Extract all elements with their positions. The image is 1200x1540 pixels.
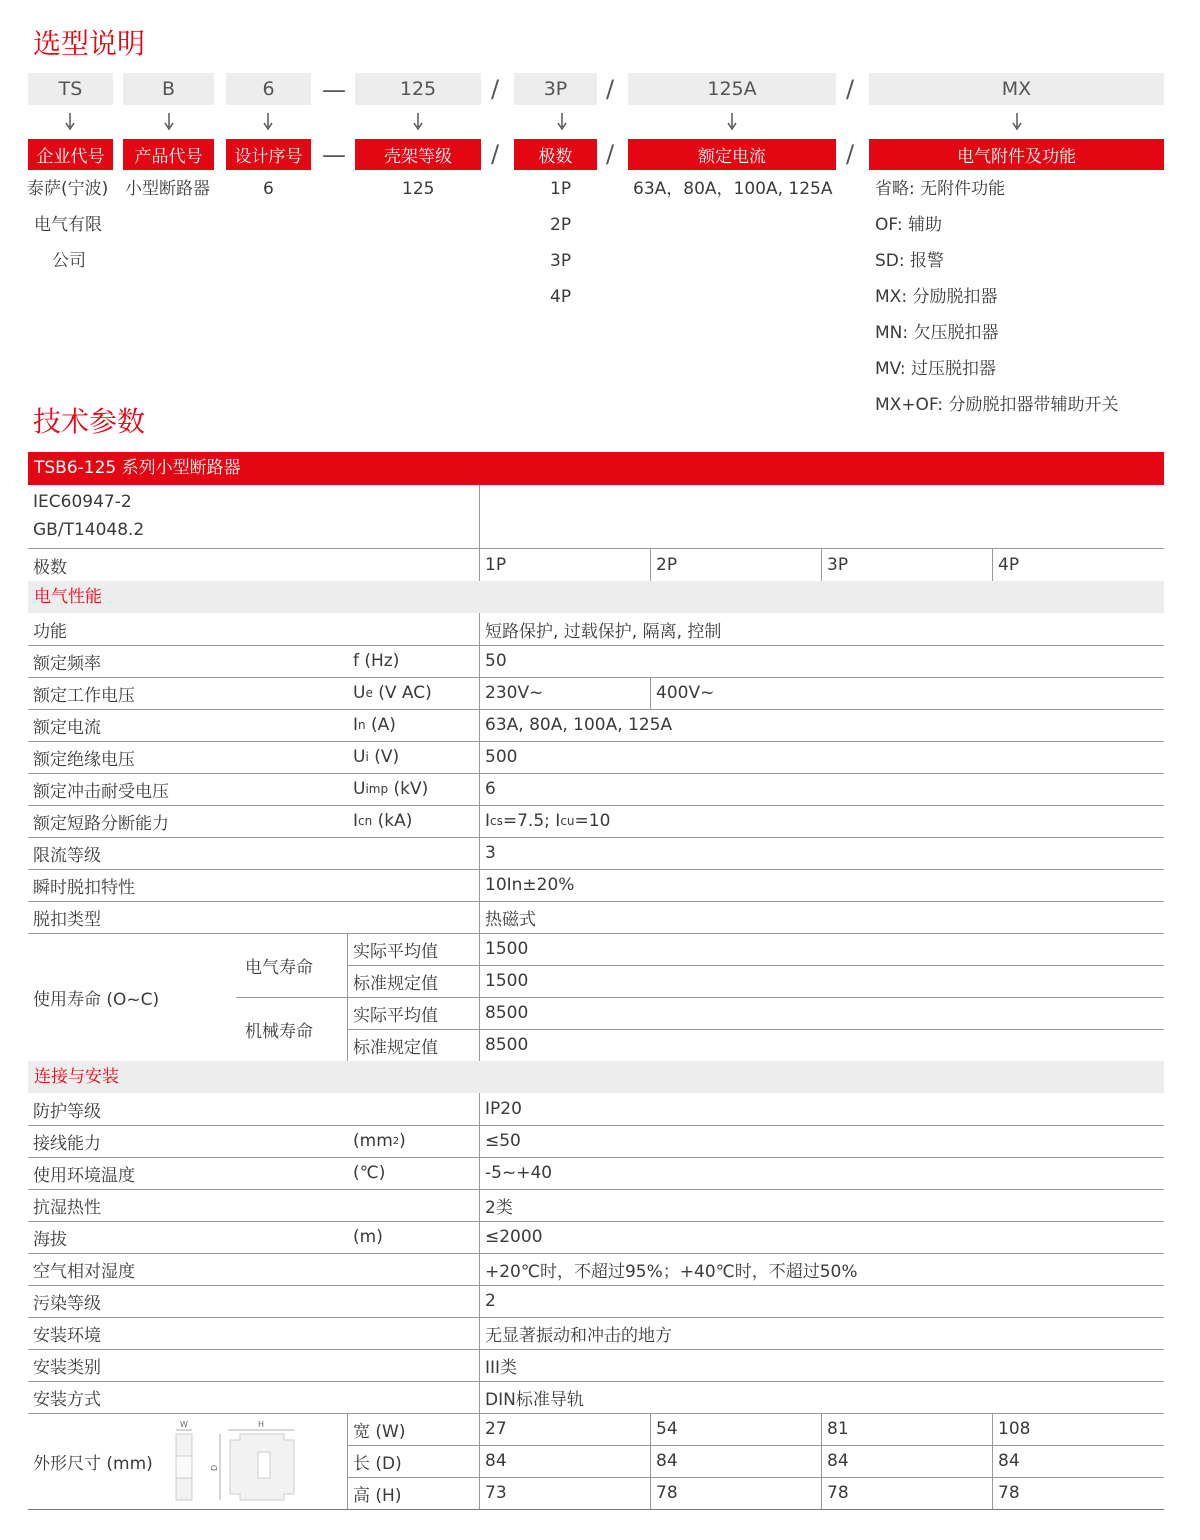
accessory-option: OF: 辅助: [875, 215, 942, 235]
row-value: 50: [485, 651, 507, 671]
down-arrow-icon: [412, 111, 424, 131]
code-3p: 3P: [514, 73, 597, 105]
row-label: 功能: [33, 621, 67, 642]
svg-text:H: H: [258, 1420, 265, 1429]
row-value: I cs =7.5; I cu =10: [485, 811, 611, 831]
section-electrical: 电气性能: [28, 581, 1164, 613]
dim-value: 78: [827, 1483, 849, 1503]
row-label: 外形尺寸 (mm): [33, 1453, 153, 1474]
row-label: 额定电流: [33, 717, 101, 738]
row-label: 海拔: [33, 1229, 67, 1250]
row-label: 安装类别: [33, 1357, 101, 1378]
row-value: -5~+40: [485, 1163, 553, 1183]
accessory-option: MX+OF: 分励脱扣器带辅助开关: [875, 395, 1119, 415]
dim-value: 84: [485, 1451, 507, 1471]
row-label: 安装环境: [33, 1325, 101, 1346]
label-design-no: 设计序号: [226, 139, 311, 170]
row-value: III类: [485, 1357, 518, 1378]
row-label: 接线能力: [33, 1133, 101, 1154]
down-arrow-icon: [163, 111, 175, 131]
row-unit: (m): [353, 1227, 383, 1247]
row-unit: U imp (kV): [353, 779, 429, 799]
row-value: DIN标准导轨: [485, 1389, 584, 1410]
dim-width-label: 宽 (W): [353, 1421, 406, 1442]
label-poles: 极数: [514, 139, 597, 170]
accessory-option: SD: 报警: [875, 251, 945, 271]
row-label: 额定工作电压: [33, 685, 135, 706]
label-rated-current: 额定电流: [628, 139, 836, 170]
separator-dash: —: [322, 76, 346, 104]
life-actual: 实际平均值: [353, 1005, 438, 1026]
row-label: 额定冲击耐受电压: [33, 781, 169, 802]
row-label: 极数: [33, 557, 67, 578]
dim-value: 84: [827, 1451, 849, 1471]
pole-col: 1P: [485, 555, 507, 575]
row-label: 防护等级: [33, 1101, 101, 1122]
dim-value: 27: [485, 1419, 507, 1439]
row-value: ≤50: [485, 1131, 521, 1151]
row-value: 400V~: [656, 683, 715, 703]
life-standard: 标准规定值: [353, 1037, 438, 1058]
separator-slash: /: [606, 75, 615, 103]
pole-option: 2P: [550, 215, 572, 235]
standard-gb: GB/T14048.2: [33, 520, 145, 540]
row-label: 限流等级: [33, 845, 101, 866]
code-6: 6: [226, 73, 311, 105]
company-name-line: 电气有限: [34, 215, 102, 235]
row-unit: I cn (kA): [353, 811, 413, 831]
accessory-option: 省略: 无附件功能: [875, 179, 1006, 199]
row-label: 空气相对湿度: [33, 1261, 135, 1282]
svg-text:W: W: [180, 1420, 188, 1429]
row-label: 使用环境温度: [33, 1165, 135, 1186]
standard-iec: IEC60947-2: [33, 492, 132, 512]
row-label: 安装方式: [33, 1389, 101, 1410]
code-125: 125: [355, 73, 481, 105]
row-value: 230V~: [485, 683, 544, 703]
row-value: 2类: [485, 1197, 513, 1218]
down-arrow-icon: [1011, 111, 1023, 131]
row-value: 1500: [485, 939, 529, 959]
dim-value: 54: [656, 1419, 678, 1439]
dim-value: 81: [827, 1419, 849, 1439]
company-name-line: 泰萨(宁波): [27, 179, 109, 199]
current-options: 63A，80A，100A, 125A: [633, 179, 833, 199]
dim-value: 108: [998, 1419, 1031, 1439]
breaker-outline-drawing: [168, 1418, 308, 1504]
row-label: 抗湿热性: [33, 1197, 101, 1218]
row-value: ≤2000: [485, 1227, 543, 1247]
row-label: 污染等级: [33, 1293, 101, 1314]
selection-title: 选型说明: [33, 27, 146, 60]
separator-slash: /: [846, 75, 855, 103]
down-arrow-icon: [726, 111, 738, 131]
pole-option: 3P: [550, 251, 572, 271]
separator-slash: /: [491, 75, 500, 103]
tech-title: 技术参数: [33, 405, 146, 438]
label-product-code: 产品代号: [123, 139, 214, 170]
dim-value: 78: [656, 1483, 678, 1503]
row-value: 500: [485, 747, 518, 767]
row-unit: I n (A): [353, 715, 396, 735]
accessory-option: MV: 过压脱扣器: [875, 359, 997, 379]
separator-dash: —: [322, 141, 346, 169]
dim-length-label: 长 (D): [353, 1453, 402, 1474]
frame-desc: 125: [402, 179, 435, 199]
pole-col: 3P: [827, 555, 849, 575]
row-value: 热磁式: [485, 909, 536, 930]
code-b: B: [123, 73, 214, 105]
row-value: 6: [485, 779, 496, 799]
design-desc: 6: [263, 179, 274, 199]
accessory-option: MX: 分励脱扣器: [875, 287, 998, 307]
row-value: 10In±20%: [485, 875, 575, 895]
table-header: TSB6-125 系列小型断路器: [28, 452, 1164, 485]
row-unit: U e (V AC): [353, 683, 432, 703]
pole-option: 1P: [550, 179, 572, 199]
row-value: +20℃时，不超过95%；+40℃时，不超过50%: [485, 1261, 858, 1282]
dim-height-label: 高 (H): [353, 1485, 402, 1506]
row-label: 使用寿命 (O~C): [33, 989, 160, 1010]
separator-slash: /: [606, 140, 615, 168]
section-connection: 连接与安装: [28, 1061, 1164, 1093]
code-mx: MX: [869, 73, 1164, 105]
row-value: 2: [485, 1291, 496, 1311]
row-label: 脱扣类型: [33, 909, 101, 930]
code-125a: 125A: [628, 73, 836, 105]
row-unit: (℃): [353, 1163, 386, 1183]
row-value: 63A, 80A, 100A, 125A: [485, 715, 673, 735]
life-electrical: 电气寿命: [245, 957, 313, 978]
row-value: IP20: [485, 1099, 522, 1119]
product-desc: 小型断路器: [125, 179, 210, 199]
row-unit: (mm 2 ): [353, 1131, 406, 1151]
dim-value: 84: [656, 1451, 678, 1471]
life-standard: 标准规定值: [353, 973, 438, 994]
down-arrow-icon: [64, 111, 76, 131]
separator-slash: /: [491, 140, 500, 168]
label-frame-grade: 壳架等级: [355, 139, 481, 170]
separator-slash: /: [846, 140, 855, 168]
life-actual: 实际平均值: [353, 941, 438, 962]
row-label: 额定短路分断能力: [33, 813, 169, 834]
row-value: 8500: [485, 1003, 529, 1023]
row-label: 瞬时脱扣特性: [33, 877, 135, 898]
row-label: 额定频率: [33, 653, 101, 674]
svg-text:D: D: [210, 1464, 219, 1471]
label-accessories: 电气附件及功能: [869, 139, 1164, 170]
row-label: 额定绝缘电压: [33, 749, 135, 770]
company-name-line: 公司: [52, 251, 86, 271]
life-mechanical: 机械寿命: [245, 1021, 313, 1042]
row-value: 3: [485, 843, 496, 863]
dim-value: 78: [998, 1483, 1020, 1503]
down-arrow-icon: [556, 111, 568, 131]
dim-value: 73: [485, 1483, 507, 1503]
pole-option: 4P: [550, 287, 572, 307]
dim-value: 84: [998, 1451, 1020, 1471]
down-arrow-icon: [262, 111, 274, 131]
label-company-code: 企业代号: [28, 139, 113, 170]
row-unit: f (Hz): [353, 651, 400, 671]
pole-col: 2P: [656, 555, 678, 575]
row-value: 短路保护, 过载保护, 隔离, 控制: [485, 621, 722, 642]
row-value: 无显著振动和冲击的地方: [485, 1325, 672, 1346]
code-ts: TS: [28, 73, 113, 105]
row-unit: U i (V): [353, 747, 400, 767]
row-value: 1500: [485, 971, 529, 991]
accessory-option: MN: 欠压脱扣器: [875, 323, 999, 343]
row-value: 8500: [485, 1035, 529, 1055]
pole-col: 4P: [998, 555, 1020, 575]
